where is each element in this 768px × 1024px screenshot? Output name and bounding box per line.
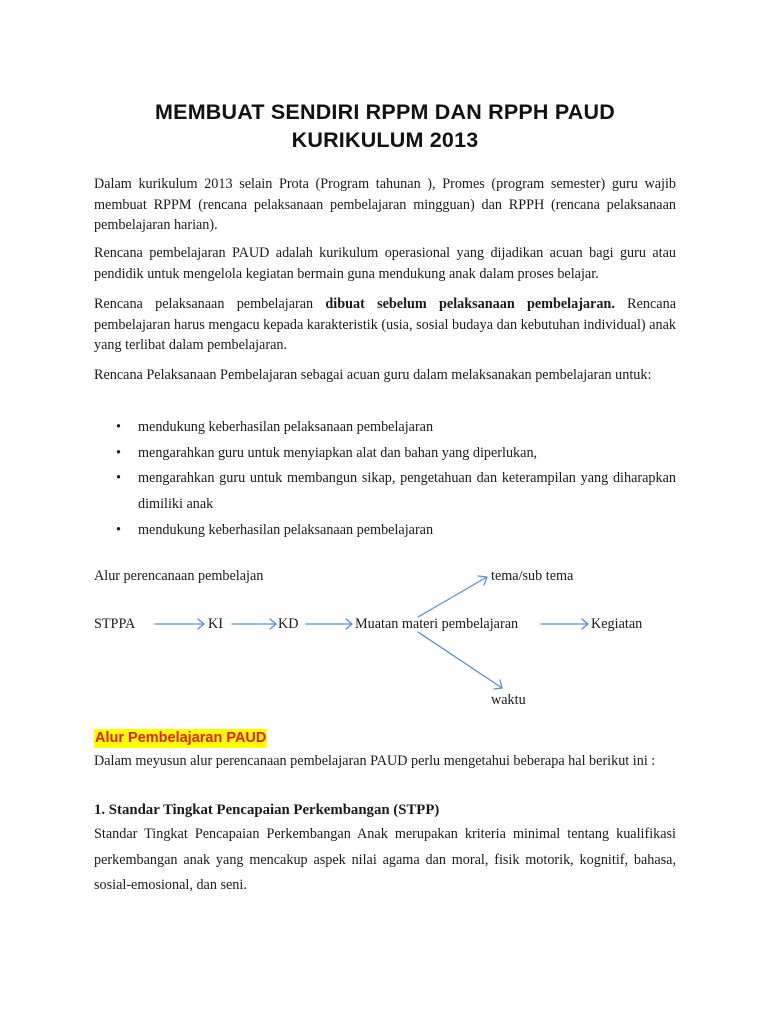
paragraph-timing-start: Rencana pelaksanaan pembelajaran: [94, 296, 326, 312]
title-line-1: MEMBUAT SENDIRI RPPM DAN RPPH PAUD: [155, 100, 615, 124]
bullet-icon: •: [116, 445, 121, 461]
flow-node-stppa: STPPA: [94, 616, 136, 632]
bullet-icon: •: [116, 470, 121, 486]
arrow-ki-kd: [232, 619, 276, 629]
arrow-stppa-ki: [155, 619, 204, 629]
arrow-muatan-kegiatan: [541, 619, 588, 629]
flow-node-kegiatan: Kegiatan: [591, 616, 643, 632]
paragraph-intro: Dalam kurikulum 2013 selain Prota (Program tahunan ), Promes (program semester) guru wajib membuat RPPM (rencana pelaksanaan pembelajaran mingguan) dan RPPH (rencana pelaksanaan pembelajaran harian).: [94, 176, 676, 233]
flow-node-ki: KI: [208, 616, 223, 632]
flow-node-waktu: waktu: [491, 692, 526, 708]
paragraph-definition: Rencana pembelajaran PAUD adalah kurikulum operasional yang dijadikan acuan bagi guru atau pendidik untuk mengelola kegiatan bermain guna mendukung anak dalam proses belajar.: [94, 245, 676, 282]
paragraph-alur-intro: Dalam meyusun alur perencanaan pembelajaran PAUD perlu mengetahui beberapa hal berikut ini :: [94, 753, 656, 769]
arrow-muatan-tema: [418, 576, 487, 617]
flow-node-muatan: Muatan materi pembelajaran: [355, 616, 519, 632]
paragraph-purpose: Rencana Pelaksanaan Pembelajaran sebagai acuan guru dalam melaksanakan pembelajaran untuk:: [94, 367, 652, 383]
flow-node-tema: tema/sub tema: [491, 568, 574, 584]
list-item-text: mendukung keberhasilan pelaksanaan pembelajaran: [138, 522, 434, 538]
list-item-text: mendukung keberhasilan pelaksanaan pembelajaran: [138, 419, 434, 435]
flow-node-kd: KD: [278, 616, 299, 632]
bullet-icon: •: [116, 419, 121, 435]
arrow-kd-muatan: [306, 619, 352, 629]
paragraph-timing-bold: dibuat sebelum pelaksanaan pembelajaran.: [325, 296, 615, 312]
list-item-text: mengarahkan guru untuk menyiapkan alat dan bahan yang diperlukan,: [138, 445, 538, 461]
list-item-text: mengarahkan guru untuk membangun sikap, pengetahuan dan keterampilan yang diharapkan dimiliki anak: [138, 470, 676, 512]
bullet-icon: •: [116, 522, 121, 538]
subsection-heading: 1. Standar Tingkat Pencapaian Perkembangan (STPP): [94, 802, 440, 818]
arrow-muatan-waktu: [418, 632, 502, 689]
highlighted-section-heading: Alur Pembelajaran PAUD: [95, 730, 267, 746]
paragraph-stpp-body: Standar Tingkat Pencapaian Perkembangan Anak merupakan kriteria minimal tentang kualifikasi perkembangan anak yang mencakup aspek nilai agama dan moral, fisik motorik, kognitif, bahasa, sosial-emosional, dan seni.: [94, 826, 676, 893]
paragraph-timing-end: Rencana pembelajaran harus mengacu kepada karakteristik (usia, sosial budaya dan kebutuhan individual) anak yang terlibat dalam pembelajaran.: [94, 296, 676, 353]
title-line-2: KURIKULUM 2013: [291, 128, 479, 152]
flow-label: Alur perencanaan pembelajan: [94, 568, 264, 584]
